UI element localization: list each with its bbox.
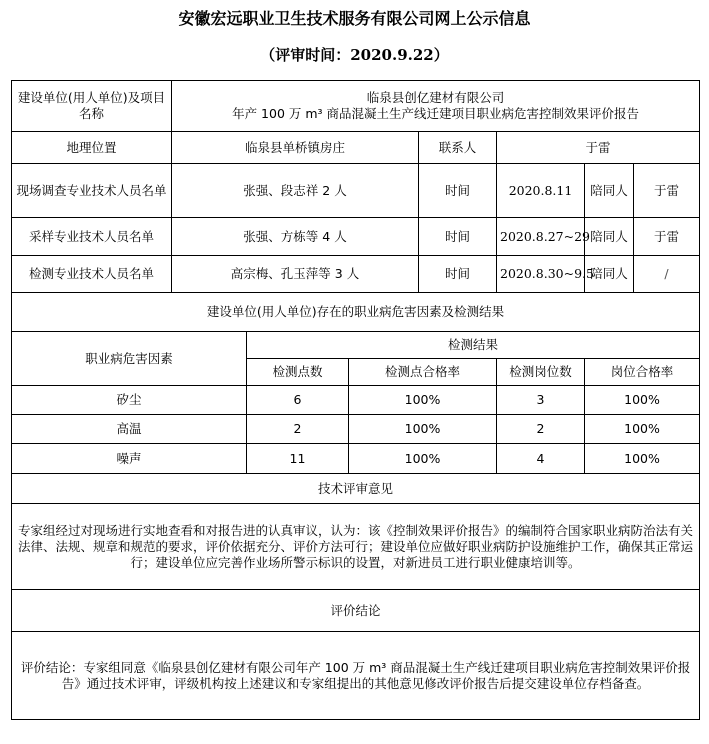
result-header: 检测结果 [247,332,700,359]
hazard-section-row [12,293,700,332]
staff-label: 采样专业技术人员名单 [12,218,172,256]
hazard-row [12,386,700,415]
review-date-subtitle: （评审时间：2020.9.22） [260,46,449,64]
column-header: 检测岗位数 [497,359,585,386]
hazard-points: 11 [247,444,349,474]
project-name-cell [172,81,700,132]
staff-people: 高宗梅、孔玉萍等 3 人 [172,256,419,293]
location-label: 地理位置 [12,132,172,164]
staff-companion [585,218,700,256]
hazard-factor: 高温 [12,415,247,444]
hazard-factor: 噪声 [12,444,247,474]
companion-pair [585,218,699,255]
location-value: 临泉县单桥镇房庄 [172,132,419,164]
contact-label: 联系人 [419,132,497,164]
unit-label: 建设单位(用人单位)及项目名称 [12,81,172,132]
hazard-section-title: 建设单位(用人单位)存在的职业病危害因素及检测结果 [12,293,700,332]
staff-label: 现场调查专业技术人员名单 [12,164,172,218]
staff-row [12,256,700,293]
time-label: 时间 [419,256,497,293]
opinion-text: 专家组经过对现场进行实地查看和对报告进的认真审议，认为：该《控制效果评价报告》的编制符合国家职业病防治法有关法律、法规、规章和规范的要求，评价依据充分、评价方法可行；建设单位应做好职业病防护设施维护工作，确保其正常运行；建设单位应完善作业场所警示标识的设置，对新进员工进行职业健康培训等。 [12,504,700,590]
companion-pair [585,164,699,217]
hazard-points: 2 [247,415,349,444]
hazard-post-rate: 100% [585,386,700,415]
time-label: 时间 [419,218,497,256]
contact-value: 于雷 [497,132,700,164]
project-name: 年产 100 万 m³ 商品混凝土生产线迁建项目职业病危害控制效果评价报告 [232,106,640,121]
factor-header: 职业病危害因素 [12,332,247,386]
companion-pair [585,256,699,292]
staff-date: 2020.8.27~29 [497,218,585,256]
unit-name: 临泉县创亿建材有限公司 [366,90,505,105]
page-title: 安徽宏远职业卫生技术服务有限公司网上公示信息 [178,9,531,28]
staff-label: 检测专业技术人员名单 [12,256,172,293]
column-header: 检测点合格率 [349,359,497,386]
hazard-post-rate: 100% [585,444,700,474]
companion-name: / [664,266,669,281]
project-row [12,81,700,132]
staff-date: 2020.8.11 [497,164,585,218]
staff-row [12,218,700,256]
companion-label: 陪同人 [585,218,634,255]
staff-companion [585,256,700,293]
staff-companion [585,164,700,218]
hazard-posts: 2 [497,415,585,444]
hazard-header-row [12,332,700,359]
conclusion-title: 评价结论 [12,590,700,632]
hazard-posts: 3 [497,386,585,415]
time-label: 时间 [419,164,497,218]
staff-people: 张强、方栋等 4 人 [172,218,419,256]
companion-label: 陪同人 [585,164,634,217]
conclusion-text: 评价结论：专家组同意《临泉县创亿建材有限公司年产 100 万 m³ 商品混凝土生产线迁建项目职业病危害控制效果评价报告》通过技术评审，评级机构按上述建议和专家组提出的其他意见修改评价报告后提交建设单位存档备查。 [12,632,700,720]
hazard-points: 6 [247,386,349,415]
companion-name: 于雷 [654,228,680,244]
companion-label: 陪同人 [585,256,634,292]
hazard-point-rate: 100% [349,386,497,415]
staff-people: 张强、段志祥 2 人 [172,164,419,218]
column-header: 检测点数 [247,359,349,386]
opinion-text-row [12,504,700,590]
opinion-title-row [12,474,700,504]
opinion-title: 技术评审意见 [12,474,700,504]
hazard-post-rate: 100% [585,415,700,444]
location-row [12,132,700,164]
disclosure-table [11,80,700,720]
hazard-posts: 4 [497,444,585,474]
hazard-row [12,444,700,474]
hazard-row [12,415,700,444]
hazard-point-rate: 100% [349,415,497,444]
staff-row [12,164,700,218]
conclusion-title-row [12,590,700,632]
staff-date: 2020.8.30~9.5 [497,256,585,293]
companion-name: 于雷 [654,182,680,198]
conclusion-text-row [12,632,700,720]
hazard-point-rate: 100% [349,444,497,474]
column-header: 岗位合格率 [585,359,700,386]
hazard-factor: 矽尘 [12,386,247,415]
